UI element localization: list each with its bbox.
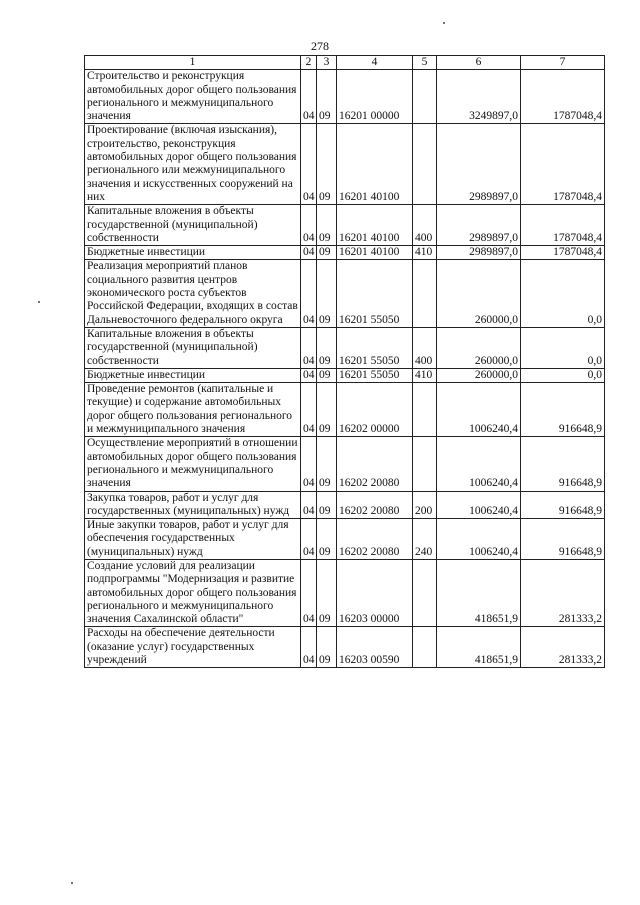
row-section: 04 bbox=[301, 383, 317, 437]
row-amount-1: 2989897,0 bbox=[437, 246, 521, 260]
row-section: 04 bbox=[301, 368, 317, 382]
row-expense-type: 410 bbox=[413, 246, 437, 260]
row-expense-type bbox=[413, 437, 437, 491]
row-section: 04 bbox=[301, 491, 317, 519]
table-row bbox=[85, 327, 605, 368]
row-amount-1: 3249897,0 bbox=[437, 70, 521, 124]
row-name: Создание условий для реализации подпрограммы "Модернизация и развитие автомобильных дорог общего пользования регионального и межмуниципального значения Сахалинской области" bbox=[85, 559, 301, 626]
row-expense-type: 400 bbox=[413, 327, 437, 368]
row-subsection: 09 bbox=[317, 70, 337, 124]
table-row bbox=[85, 368, 605, 382]
row-name: Расходы на обеспечение деятельности (оказание услуг) государственных учреждений bbox=[85, 627, 301, 668]
row-target-article: 16202 20080 bbox=[337, 519, 413, 560]
row-subsection: 09 bbox=[317, 559, 337, 626]
row-name: Строительство и реконструкция автомобильных дорог общего пользования регионального и межмуниципального значения bbox=[85, 70, 301, 124]
row-section: 04 bbox=[301, 327, 317, 368]
header-col-1: 1 bbox=[85, 56, 301, 70]
row-expense-type bbox=[413, 124, 437, 205]
table-row bbox=[85, 437, 605, 491]
row-subsection: 09 bbox=[317, 124, 337, 205]
row-subsection: 09 bbox=[317, 383, 337, 437]
row-subsection: 09 bbox=[317, 627, 337, 668]
row-amount-2: 0,0 bbox=[521, 327, 605, 368]
row-amount-1: 418651,9 bbox=[437, 559, 521, 626]
row-amount-1: 2989897,0 bbox=[437, 205, 521, 246]
row-name: Капитальные вложения в объекты государственной (муниципальной) собственности bbox=[85, 327, 301, 368]
row-expense-type bbox=[413, 70, 437, 124]
header-col-5: 5 bbox=[413, 56, 437, 70]
row-amount-1: 1006240,4 bbox=[437, 383, 521, 437]
table-body bbox=[85, 70, 605, 668]
row-section: 04 bbox=[301, 205, 317, 246]
row-amount-1: 1006240,4 bbox=[437, 437, 521, 491]
row-expense-type bbox=[413, 627, 437, 668]
row-amount-1: 260000,0 bbox=[437, 368, 521, 382]
row-section: 04 bbox=[301, 559, 317, 626]
row-target-article: 16201 40100 bbox=[337, 246, 413, 260]
row-target-article: 16203 00590 bbox=[337, 627, 413, 668]
row-name: Закупка товаров, работ и услуг для государственных (муниципальных) нужд bbox=[85, 491, 301, 519]
row-amount-2: 916648,9 bbox=[521, 519, 605, 560]
row-target-article: 16202 00000 bbox=[337, 383, 413, 437]
row-target-article: 16201 55050 bbox=[337, 368, 413, 382]
row-subsection: 09 bbox=[317, 246, 337, 260]
row-amount-2: 281333,2 bbox=[521, 559, 605, 626]
row-name: Проведение ремонтов (капитальные и текущие) и содержание автомобильных дорог общего пользования регионального и межмуниципального значения bbox=[85, 383, 301, 437]
row-expense-type bbox=[413, 260, 437, 327]
header-row bbox=[85, 56, 605, 70]
row-name: Реализация мероприятий планов социального развития центров экономического роста субъектов Российской Федерации, входящих в состав Дальневосточного федерального округа bbox=[85, 260, 301, 327]
row-name: Осуществление мероприятий в отношении автомобильных дорог общего пользования регионального и межмуниципального значения bbox=[85, 437, 301, 491]
row-target-article: 16201 40100 bbox=[337, 205, 413, 246]
row-amount-2: 1787048,4 bbox=[521, 246, 605, 260]
row-amount-2: 1787048,4 bbox=[521, 124, 605, 205]
scan-speck bbox=[71, 882, 73, 884]
table-row bbox=[85, 246, 605, 260]
row-target-article: 16201 55050 bbox=[337, 327, 413, 368]
row-amount-1: 260000,0 bbox=[437, 260, 521, 327]
row-section: 04 bbox=[301, 70, 317, 124]
row-subsection: 09 bbox=[317, 491, 337, 519]
table-row bbox=[85, 383, 605, 437]
row-expense-type: 410 bbox=[413, 368, 437, 382]
row-section: 04 bbox=[301, 519, 317, 560]
header-col-7: 7 bbox=[521, 56, 605, 70]
row-expense-type bbox=[413, 383, 437, 437]
scan-speck bbox=[443, 22, 445, 24]
row-name: Капитальные вложения в объекты государственной (муниципальной) собственности bbox=[85, 205, 301, 246]
row-amount-1: 260000,0 bbox=[437, 327, 521, 368]
row-expense-type: 240 bbox=[413, 519, 437, 560]
budget-table bbox=[84, 55, 605, 668]
row-amount-2: 1787048,4 bbox=[521, 205, 605, 246]
row-section: 04 bbox=[301, 260, 317, 327]
header-col-3: 3 bbox=[317, 56, 337, 70]
row-target-article: 16201 55050 bbox=[337, 260, 413, 327]
row-name: Бюджетные инвестиции bbox=[85, 368, 301, 382]
row-target-article: 16202 20080 bbox=[337, 491, 413, 519]
row-amount-1: 2989897,0 bbox=[437, 124, 521, 205]
table-row bbox=[85, 70, 605, 124]
row-subsection: 09 bbox=[317, 205, 337, 246]
row-name: Бюджетные инвестиции bbox=[85, 246, 301, 260]
header-col-2: 2 bbox=[301, 56, 317, 70]
row-section: 04 bbox=[301, 246, 317, 260]
row-expense-type bbox=[413, 559, 437, 626]
header-col-4: 4 bbox=[337, 56, 413, 70]
table-row bbox=[85, 124, 605, 205]
row-target-article: 16202 20080 bbox=[337, 437, 413, 491]
row-subsection: 09 bbox=[317, 437, 337, 491]
row-subsection: 09 bbox=[317, 260, 337, 327]
row-amount-1: 1006240,4 bbox=[437, 491, 521, 519]
table-row bbox=[85, 627, 605, 668]
row-amount-2: 1787048,4 bbox=[521, 70, 605, 124]
row-section: 04 bbox=[301, 124, 317, 205]
table-row bbox=[85, 260, 605, 327]
table-row bbox=[85, 519, 605, 560]
row-amount-2: 916648,9 bbox=[521, 383, 605, 437]
scan-speck bbox=[38, 301, 40, 303]
page-number: 278 bbox=[311, 39, 329, 53]
row-amount-2: 916648,9 bbox=[521, 437, 605, 491]
row-subsection: 09 bbox=[317, 327, 337, 368]
row-subsection: 09 bbox=[317, 368, 337, 382]
header-col-6: 6 bbox=[437, 56, 521, 70]
row-amount-2: 0,0 bbox=[521, 260, 605, 327]
row-target-article: 16203 00000 bbox=[337, 559, 413, 626]
row-amount-2: 281333,2 bbox=[521, 627, 605, 668]
row-amount-1: 1006240,4 bbox=[437, 519, 521, 560]
table-row bbox=[85, 205, 605, 246]
row-expense-type: 200 bbox=[413, 491, 437, 519]
row-amount-2: 0,0 bbox=[521, 368, 605, 382]
row-section: 04 bbox=[301, 437, 317, 491]
row-amount-1: 418651,9 bbox=[437, 627, 521, 668]
row-section: 04 bbox=[301, 627, 317, 668]
row-amount-2: 916648,9 bbox=[521, 491, 605, 519]
row-target-article: 16201 40100 bbox=[337, 124, 413, 205]
row-name: Иные закупки товаров, работ и услуг для обеспечения государственных (муниципальных) нужд bbox=[85, 519, 301, 560]
table-row bbox=[85, 559, 605, 626]
row-subsection: 09 bbox=[317, 519, 337, 560]
row-expense-type: 400 bbox=[413, 205, 437, 246]
row-target-article: 16201 00000 bbox=[337, 70, 413, 124]
row-name: Проектирование (включая изыскания), строительство, реконструкция автомобильных дорог общего пользования регионального или межмуниципального значения и искусственных сооружений на них bbox=[85, 124, 301, 205]
table-row bbox=[85, 491, 605, 519]
